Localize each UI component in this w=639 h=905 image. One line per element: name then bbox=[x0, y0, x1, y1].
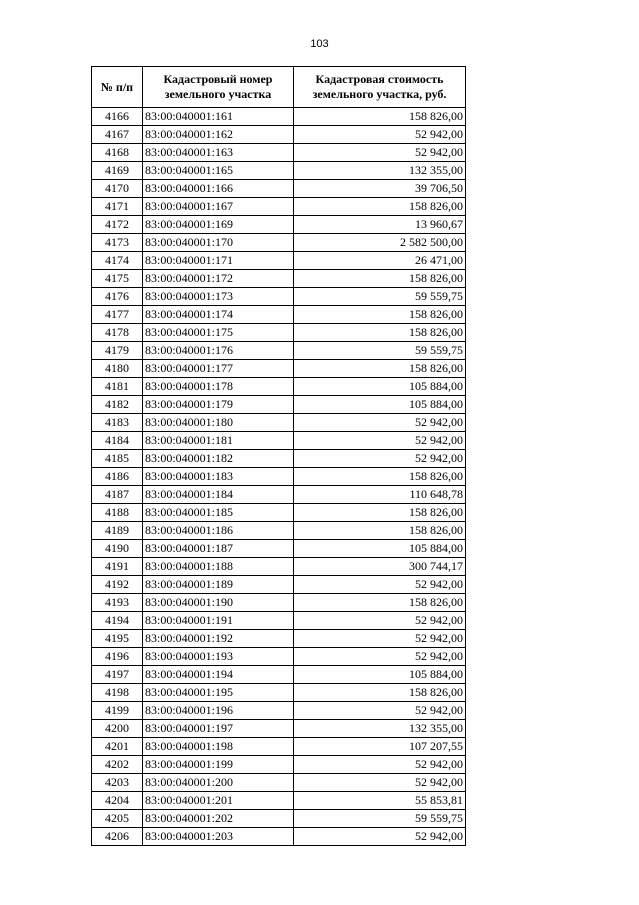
cadastral-number-cell: 83:00:040001:183 bbox=[143, 468, 294, 486]
table-row bbox=[92, 810, 466, 828]
row-number-cell: 4195 bbox=[92, 630, 143, 648]
cadastral-number-cell: 83:00:040001:171 bbox=[143, 252, 294, 270]
cadastral-number-cell: 83:00:040001:187 bbox=[143, 540, 294, 558]
row-number-cell: 4201 bbox=[92, 738, 143, 756]
cadastral-number-cell: 83:00:040001:165 bbox=[143, 162, 294, 180]
cadastral-number-cell: 83:00:040001:181 bbox=[143, 432, 294, 450]
row-number-cell: 4205 bbox=[92, 810, 143, 828]
cadastral-value-cell: 59 559,75 bbox=[294, 342, 466, 360]
table-row bbox=[92, 540, 466, 558]
cadastral-number-cell: 83:00:040001:186 bbox=[143, 522, 294, 540]
cadastral-value-cell: 52 942,00 bbox=[294, 756, 466, 774]
cadastral-value-cell: 52 942,00 bbox=[294, 576, 466, 594]
table-row bbox=[92, 702, 466, 720]
table-row bbox=[92, 684, 466, 702]
cadastral-number-cell: 83:00:040001:161 bbox=[143, 108, 294, 126]
table-row bbox=[92, 396, 466, 414]
row-number-cell: 4200 bbox=[92, 720, 143, 738]
cadastral-number-cell: 83:00:040001:176 bbox=[143, 342, 294, 360]
cadastral-number-cell: 83:00:040001:191 bbox=[143, 612, 294, 630]
row-number-cell: 4198 bbox=[92, 684, 143, 702]
table-row bbox=[92, 666, 466, 684]
cadastral-number-cell: 83:00:040001:172 bbox=[143, 270, 294, 288]
cadastral-value-cell: 39 706,50 bbox=[294, 180, 466, 198]
table-row bbox=[92, 486, 466, 504]
cadastral-value-cell: 105 884,00 bbox=[294, 540, 466, 558]
row-number-cell: 4196 bbox=[92, 648, 143, 666]
page-number: 103 bbox=[310, 38, 329, 50]
cadastral-number-cell: 83:00:040001:200 bbox=[143, 774, 294, 792]
cadastral-value-cell: 132 355,00 bbox=[294, 162, 466, 180]
cadastral-value-cell: 59 559,75 bbox=[294, 810, 466, 828]
row-number-cell: 4178 bbox=[92, 324, 143, 342]
row-number-cell: 4174 bbox=[92, 252, 143, 270]
row-number-cell: 4180 bbox=[92, 360, 143, 378]
row-number-cell: 4176 bbox=[92, 288, 143, 306]
cadastral-value-cell: 158 826,00 bbox=[294, 270, 466, 288]
table-row bbox=[92, 360, 466, 378]
cadastral-number-cell: 83:00:040001:199 bbox=[143, 756, 294, 774]
cadastral-value-cell: 132 355,00 bbox=[294, 720, 466, 738]
cadastral-value-cell: 158 826,00 bbox=[294, 108, 466, 126]
cadastral-number-cell: 83:00:040001:185 bbox=[143, 504, 294, 522]
cadastral-number-cell: 83:00:040001:163 bbox=[143, 144, 294, 162]
row-number-cell: 4202 bbox=[92, 756, 143, 774]
table-row bbox=[92, 432, 466, 450]
cadastral-value-cell: 158 826,00 bbox=[294, 522, 466, 540]
table-row bbox=[92, 558, 466, 576]
row-number-cell: 4169 bbox=[92, 162, 143, 180]
cadastral-value-cell: 105 884,00 bbox=[294, 396, 466, 414]
cadastral-number-cell: 83:00:040001:201 bbox=[143, 792, 294, 810]
table-row bbox=[92, 108, 466, 126]
cadastral-value-cell: 52 942,00 bbox=[294, 774, 466, 792]
cadastral-value-cell: 52 942,00 bbox=[294, 414, 466, 432]
cadastral-number-cell: 83:00:040001:173 bbox=[143, 288, 294, 306]
table-row bbox=[92, 270, 466, 288]
cadastral-value-cell: 158 826,00 bbox=[294, 684, 466, 702]
cadastral-number-cell: 83:00:040001:184 bbox=[143, 486, 294, 504]
cadastral-value-table bbox=[91, 66, 466, 846]
cadastral-value-cell: 110 648,78 bbox=[294, 486, 466, 504]
cadastral-number-cell: 83:00:040001:170 bbox=[143, 234, 294, 252]
cadastral-number-cell: 83:00:040001:174 bbox=[143, 306, 294, 324]
row-number-cell: 4175 bbox=[92, 270, 143, 288]
row-number-cell: 4167 bbox=[92, 126, 143, 144]
cadastral-value-cell: 158 826,00 bbox=[294, 306, 466, 324]
cadastral-number-cell: 83:00:040001:166 bbox=[143, 180, 294, 198]
cadastral-number-cell: 83:00:040001:180 bbox=[143, 414, 294, 432]
cadastral-value-cell: 52 942,00 bbox=[294, 126, 466, 144]
header-row-number: № п/п bbox=[92, 67, 143, 108]
row-number-cell: 4192 bbox=[92, 576, 143, 594]
row-number-cell: 4177 bbox=[92, 306, 143, 324]
cadastral-value-cell: 52 942,00 bbox=[294, 702, 466, 720]
table-row bbox=[92, 414, 466, 432]
row-number-cell: 4186 bbox=[92, 468, 143, 486]
cadastral-value-cell: 105 884,00 bbox=[294, 666, 466, 684]
row-number-cell: 4181 bbox=[92, 378, 143, 396]
table-row bbox=[92, 306, 466, 324]
row-number-cell: 4166 bbox=[92, 108, 143, 126]
cadastral-number-cell: 83:00:040001:179 bbox=[143, 396, 294, 414]
cadastral-value-cell: 2 582 500,00 bbox=[294, 234, 466, 252]
cadastral-number-cell: 83:00:040001:190 bbox=[143, 594, 294, 612]
cadastral-number-cell: 83:00:040001:167 bbox=[143, 198, 294, 216]
row-number-cell: 4197 bbox=[92, 666, 143, 684]
table-row bbox=[92, 720, 466, 738]
row-number-cell: 4187 bbox=[92, 486, 143, 504]
row-number-cell: 4179 bbox=[92, 342, 143, 360]
table-row bbox=[92, 576, 466, 594]
row-number-cell: 4191 bbox=[92, 558, 143, 576]
cadastral-value-cell: 300 744,17 bbox=[294, 558, 466, 576]
table-row bbox=[92, 468, 466, 486]
row-number-cell: 4190 bbox=[92, 540, 143, 558]
cadastral-number-cell: 83:00:040001:177 bbox=[143, 360, 294, 378]
cadastral-number-cell: 83:00:040001:162 bbox=[143, 126, 294, 144]
cadastral-value-cell: 52 942,00 bbox=[294, 432, 466, 450]
table-row bbox=[92, 288, 466, 306]
table-row bbox=[92, 630, 466, 648]
table-row bbox=[92, 216, 466, 234]
cadastral-value-cell: 158 826,00 bbox=[294, 468, 466, 486]
row-number-cell: 4204 bbox=[92, 792, 143, 810]
cadastral-number-cell: 83:00:040001:197 bbox=[143, 720, 294, 738]
row-number-cell: 4203 bbox=[92, 774, 143, 792]
table-body bbox=[92, 108, 466, 846]
row-number-cell: 4182 bbox=[92, 396, 143, 414]
cadastral-number-cell: 83:00:040001:195 bbox=[143, 684, 294, 702]
table-row bbox=[92, 252, 466, 270]
table-row bbox=[92, 144, 466, 162]
cadastral-number-cell: 83:00:040001:178 bbox=[143, 378, 294, 396]
row-number-cell: 4183 bbox=[92, 414, 143, 432]
cadastral-number-cell: 83:00:040001:198 bbox=[143, 738, 294, 756]
cadastral-value-cell: 105 884,00 bbox=[294, 378, 466, 396]
row-number-cell: 4171 bbox=[92, 198, 143, 216]
cadastral-number-cell: 83:00:040001:194 bbox=[143, 666, 294, 684]
row-number-cell: 4168 bbox=[92, 144, 143, 162]
table-row bbox=[92, 198, 466, 216]
row-number-cell: 4185 bbox=[92, 450, 143, 468]
row-number-cell: 4194 bbox=[92, 612, 143, 630]
table-row bbox=[92, 792, 466, 810]
row-number-cell: 4199 bbox=[92, 702, 143, 720]
table-row bbox=[92, 378, 466, 396]
row-number-cell: 4188 bbox=[92, 504, 143, 522]
table-row bbox=[92, 450, 466, 468]
row-number-cell: 4170 bbox=[92, 180, 143, 198]
cadastral-value-cell: 52 942,00 bbox=[294, 450, 466, 468]
cadastral-number-cell: 83:00:040001:175 bbox=[143, 324, 294, 342]
cadastral-number-cell: 83:00:040001:193 bbox=[143, 648, 294, 666]
table-row bbox=[92, 324, 466, 342]
table-row bbox=[92, 612, 466, 630]
row-number-cell: 4189 bbox=[92, 522, 143, 540]
table-row bbox=[92, 648, 466, 666]
row-number-cell: 4173 bbox=[92, 234, 143, 252]
table-row bbox=[92, 828, 466, 846]
cadastral-value-cell: 59 559,75 bbox=[294, 288, 466, 306]
cadastral-value-cell: 13 960,67 bbox=[294, 216, 466, 234]
cadastral-value-cell: 158 826,00 bbox=[294, 324, 466, 342]
table-row bbox=[92, 504, 466, 522]
cadastral-number-cell: 83:00:040001:189 bbox=[143, 576, 294, 594]
table-row bbox=[92, 126, 466, 144]
row-number-cell: 4172 bbox=[92, 216, 143, 234]
cadastral-value-cell: 107 207,55 bbox=[294, 738, 466, 756]
cadastral-value-cell: 158 826,00 bbox=[294, 360, 466, 378]
cadastral-number-cell: 83:00:040001:182 bbox=[143, 450, 294, 468]
cadastral-number-cell: 83:00:040001:188 bbox=[143, 558, 294, 576]
row-number-cell: 4184 bbox=[92, 432, 143, 450]
cadastral-number-cell: 83:00:040001:192 bbox=[143, 630, 294, 648]
cadastral-value-cell: 158 826,00 bbox=[294, 198, 466, 216]
cadastral-number-cell: 83:00:040001:196 bbox=[143, 702, 294, 720]
header-cadastral-number: Кадастровый номер земельного участка bbox=[143, 67, 294, 108]
cadastral-number-cell: 83:00:040001:203 bbox=[143, 828, 294, 846]
header-row bbox=[92, 67, 466, 108]
table-row bbox=[92, 594, 466, 612]
row-number-cell: 4193 bbox=[92, 594, 143, 612]
cadastral-value-cell: 52 942,00 bbox=[294, 828, 466, 846]
table-row bbox=[92, 738, 466, 756]
cadastral-value-cell: 158 826,00 bbox=[294, 504, 466, 522]
table-row bbox=[92, 756, 466, 774]
table-row bbox=[92, 162, 466, 180]
cadastral-value-cell: 158 826,00 bbox=[294, 594, 466, 612]
table-row bbox=[92, 180, 466, 198]
cadastral-value-cell: 52 942,00 bbox=[294, 630, 466, 648]
cadastral-value-cell: 52 942,00 bbox=[294, 648, 466, 666]
table-row bbox=[92, 774, 466, 792]
header-cadastral-value: Кадастровая стоимость земельного участка, руб. bbox=[294, 67, 466, 108]
table-row bbox=[92, 342, 466, 360]
cadastral-value-cell: 52 942,00 bbox=[294, 612, 466, 630]
table-row bbox=[92, 522, 466, 540]
table-row bbox=[92, 234, 466, 252]
row-number-cell: 4206 bbox=[92, 828, 143, 846]
table-header bbox=[92, 67, 466, 108]
cadastral-number-cell: 83:00:040001:169 bbox=[143, 216, 294, 234]
cadastral-value-cell: 52 942,00 bbox=[294, 144, 466, 162]
cadastral-number-cell: 83:00:040001:202 bbox=[143, 810, 294, 828]
cadastral-value-cell: 26 471,00 bbox=[294, 252, 466, 270]
cadastral-value-cell: 55 853,81 bbox=[294, 792, 466, 810]
